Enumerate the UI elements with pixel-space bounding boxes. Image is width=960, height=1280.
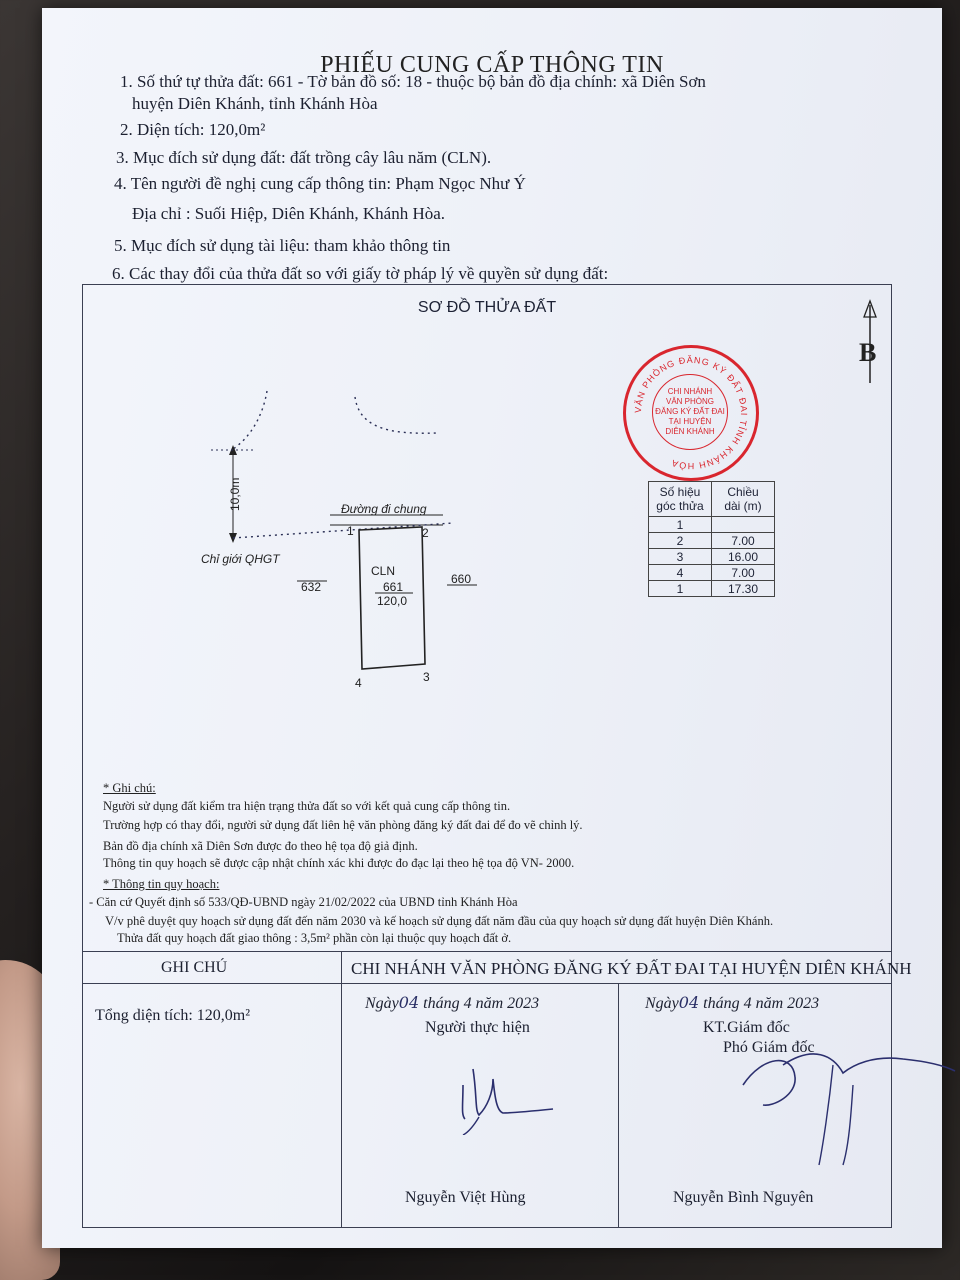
performer-label: Người thực hiện [425, 1019, 530, 1036]
official-red-stamp [623, 345, 759, 481]
length-cell: 7.00 [712, 565, 775, 581]
note-2: Trường hợp có thay đổi, người sử dụng đất liên hệ văn phòng đăng ký đất đai để đo vẽ chỉnh lý. [103, 818, 583, 832]
qhgt-label: Chỉ giới QHGT [201, 552, 280, 566]
dimension-label: 10,0m [228, 477, 242, 511]
footer-mid-divider [618, 983, 619, 1227]
corner-1-label: 1 [347, 524, 354, 538]
corner-cell: 1 [649, 581, 712, 597]
corner-4-label: 4 [355, 676, 362, 690]
diagram-title: SƠ ĐỒ THỬA ĐẤT [417, 299, 557, 316]
right-parcel-label: 660 [451, 572, 472, 586]
length-cell: 17.30 [712, 581, 775, 597]
footer-top-rule [83, 951, 891, 952]
length-cell: 16.00 [712, 549, 775, 565]
left-parcel-label: 632 [301, 580, 322, 594]
director-name: Nguyễn Bình Nguyên [673, 1189, 814, 1206]
corner-cell: 1 [649, 517, 712, 533]
planning-2: V/v phê duyệt quy hoạch sử dụng đất đến năm 2030 và kế hoạch sử dụng đất năm đầu của quy hoạch sử dụng đất huyện Diên Khánh. [105, 914, 774, 928]
director-signature [723, 1025, 960, 1175]
performer-signature [443, 1055, 563, 1135]
corner-2-label: 2 [422, 526, 429, 540]
purpose-line: 5. Mục đích sử dụng tài liệu: tham khảo thông tin [114, 236, 451, 255]
office-heading: CHI NHÁNH VĂN PHÒNG ĐĂNG KÝ ĐẤT ĐAI TẠI HUYỆN DIÊN KHÁNH [351, 959, 912, 978]
notes-heading: * Ghi chú: [103, 781, 156, 795]
total-area: Tổng diện tích: 120,0m² [95, 1007, 250, 1024]
note-3: Bản đồ địa chính xã Diên Sơn được đo theo hệ tọa độ giả định. [103, 839, 418, 853]
boundary-curve-right [355, 397, 437, 433]
stamp-line-4: TẠI HUYỆN [668, 417, 712, 426]
stamp-line-2: VĂN PHÒNG [665, 397, 714, 406]
corner-cell: 2 [649, 533, 712, 549]
note-4: Thông tin quy hoạch sẽ được cập nhật chính xác khi được đo đạc lại theo hệ tọa độ VN- 2000. [103, 856, 575, 870]
date-left-prefix: Ngày [365, 995, 399, 1012]
table-row [649, 533, 775, 549]
table-row [649, 565, 775, 581]
ghi-chu-heading: GHI CHÚ [161, 959, 228, 976]
date-right-prefix: Ngày [645, 995, 679, 1012]
date-left [365, 993, 539, 1013]
road-label: Đường đi chung [341, 502, 427, 516]
changes-line: 6. Các thay đổi của thửa đất so với giấy tờ pháp lý về quyền sử dụng đất: [112, 264, 609, 283]
corner-3-label: 3 [423, 670, 430, 684]
note-1: Người sử dụng đất kiểm tra hiện trạng thửa đất so với kết quả cung cấp thông tin. [103, 799, 511, 813]
kt-director-label: KT.Giám đốc [703, 1019, 790, 1036]
document-title: PHIẾU CUNG CẤP THÔNG TIN [320, 52, 664, 78]
address-line: Địa chỉ : Suối Hiệp, Diên Khánh, Khánh Hòa. [132, 204, 446, 223]
boundary-curve-left [233, 391, 267, 449]
length-cell: 7.00 [712, 533, 775, 549]
corner-cell: 3 [649, 549, 712, 565]
stamp-line-5: DIÊN KHÁNH [665, 427, 715, 436]
footer-header-rule [83, 983, 891, 984]
planning-3: Thửa đất quy hoạch đất giao thông : 3,5m² phần còn lại thuộc quy hoạch đất ở. [117, 931, 512, 945]
district-line: huyện Diên Khánh, tỉnh Khánh Hòa [132, 94, 378, 113]
planning-heading: * Thông tin quy hoạch: [103, 877, 220, 891]
stamp-ring-text: VĂN PHÒNG ĐĂNG KÝ ĐẤT ĐAI TỈNH KHÁNH HÒA [632, 354, 750, 472]
footer-left-divider [341, 951, 342, 1227]
parcel-info-line: 1. Số thứ tự thửa đất: 661 - Tờ bản đồ số: 18 - thuộc bộ bản đồ địa chính: xã Diên Sơn [120, 72, 706, 91]
date-right [645, 993, 819, 1013]
requester-line: 4. Tên người đề nghị cung cấp thông tin: Phạm Ngọc Như Ý [114, 174, 526, 193]
planning-1: - Căn cứ Quyết định số 533/QĐ-UBND ngày 21/02/2022 của UBND tỉnh Khánh Hòa [89, 895, 518, 909]
parcel-number-label: 661 [383, 580, 404, 594]
date-right-day: 04 [678, 993, 700, 1012]
stamp-line-1: CHI NHÁNH [667, 387, 713, 396]
deputy-director-label: Phó Giám đốc [723, 1039, 815, 1056]
length-column-header: Chiều dài (m) [712, 482, 775, 517]
corner-cell: 4 [649, 565, 712, 581]
parcel-frame [82, 284, 912, 1228]
date-left-rest: tháng 4 năm 2023 [423, 995, 540, 1012]
area-line: 2. Diện tích: 120,0m² [120, 120, 266, 139]
performer-name: Nguyễn Việt Hùng [405, 1189, 526, 1206]
edge-length-table [648, 481, 775, 597]
stamp-line-3: ĐĂNG KÝ ĐẤT ĐAI [655, 407, 725, 416]
information-sheet [42, 8, 942, 1248]
corner-column-header: Số hiệu góc thửa [649, 482, 712, 517]
table-row [649, 581, 775, 597]
parcel-type-label: CLN [371, 564, 396, 578]
table-row [649, 549, 775, 565]
date-left-day: 04 [398, 993, 420, 1012]
length-cell [712, 517, 775, 533]
land-use-line: 3. Mục đích sử dụng đất: đất trồng cây lâu năm (CLN). [116, 148, 492, 167]
north-label: B [859, 338, 877, 367]
table-row [649, 517, 775, 533]
parcel-area-label: 120,0 [377, 594, 408, 608]
date-right-rest: tháng 4 năm 2023 [703, 995, 820, 1012]
